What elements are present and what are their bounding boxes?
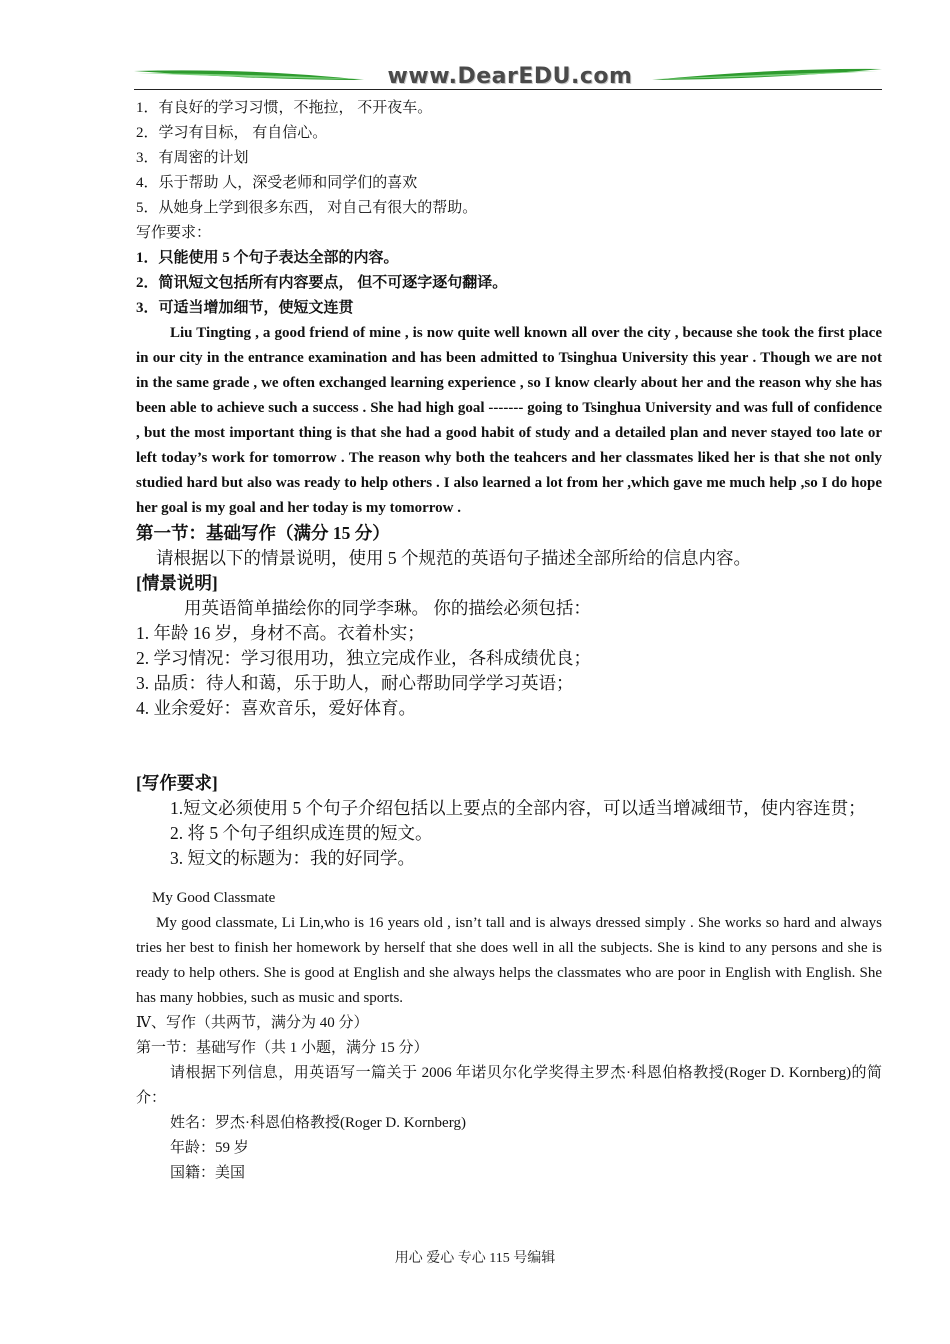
- list-item: 3．有周密的计划: [136, 150, 249, 166]
- spacer: [136, 871, 882, 886]
- sample-essay-liu-tingting: Liu Tingting , a good friend of mine , is now quite well known all over the city , because she took the first place in our city in the entrance examination and has been admitted to Tsinghua University this year . Though we are not in the same grade , we often exchanged learning experience , so I know clearly about her and the reason why she has been able to achieve such a success . She had high goal ------- going to Tsinghua University and was full of confidence , but the most important thing is that she had a good habit of study and a detailed plan and never stayed too late or left today’s work for tomorrow . The reason why both the teahcers and her classmates liked her is that she not only studied hard but also was ready to help others . I also learned a lot from her ,which gave me much help ,so I do hope her goal is my goal and her today is my tomorrow .: [136, 325, 882, 516]
- section-title: 第一节：基础写作（满分 15 分）: [136, 523, 390, 543]
- requirement-item: 2．简讯短文包括所有内容要点， 但不可逐字逐句翻译。: [136, 275, 508, 291]
- writing-requirement-item: 1.短文必须使用 5 个句子介绍包括以上要点的全部内容，可以适当增减细节，使内容连贯；: [170, 798, 866, 818]
- list-item: 2．学习有目标， 有自信心。: [136, 125, 328, 141]
- fact-item: 姓名：罗杰·科恩伯格教授(Roger D. Kornberg): [170, 1115, 466, 1131]
- part-title: Ⅳ、写作（共两节，满分为 40 分）: [136, 1015, 369, 1031]
- scene-item: 3. 品质：待人和蔼，乐于助人，耐心帮助同学学习英语；: [136, 673, 574, 693]
- writing-requirement-item: 2. 将 5 个句子组织成连贯的短文。: [170, 823, 433, 843]
- section-instruction: 请根据以下的情景说明，使用 5 个规范的英语句子描述全部所给的信息内容。: [156, 548, 751, 568]
- list-item: 4．乐于帮助 人，深受老师和同学们的喜欢: [136, 175, 418, 191]
- spacer: [136, 721, 882, 771]
- writing-requirement-item: 3. 短文的标题为：我的好同学。: [170, 848, 415, 868]
- scene-item: 4. 业余爱好：喜欢音乐，爱好体育。: [136, 698, 416, 718]
- requirement-item: 1．只能使用 5 个句子表达全部的内容。: [136, 250, 399, 266]
- scene-item: 1. 年龄 16 岁，身材不高。衣着朴实；: [136, 623, 425, 643]
- site-logo-text: www.DearEDU.com: [387, 64, 633, 89]
- fact-item: 国籍：美国: [170, 1165, 246, 1181]
- sample-essay-li-lin: My good classmate, Li Lin,who is 16 years old , isn’t tall and is always dressed simply . She works so hard and always tries her best to finish her homework by herself that she does well in all the subjects. She is kind to any persons and she is ready to help others. She is good at English and she always helps the classmates who are poor in English with English. She has many hobbies, such as music and sports.: [136, 915, 882, 1006]
- writing-requirements-heading: [写作要求]: [136, 773, 218, 793]
- document-body: [136, 96, 882, 1186]
- page-footer: 用心 爱心 专心 115 号编辑: [394, 1251, 556, 1266]
- page-header: [134, 62, 882, 92]
- section-instruction: 请根据下列信息，用英语写一篇关于 2006 年诺贝尔化学奖得主罗杰·科恩伯格教授(Roger D. Kornberg)的简介：: [136, 1065, 882, 1106]
- header-rule: [134, 89, 882, 90]
- requirements-heading: 写作要求：: [136, 225, 212, 241]
- scene-intro: 用英语简单描绘你的同学李琳。 你的描绘必须包括：: [184, 598, 591, 618]
- list-item: 5．从她身上学到很多东西， 对自己有很大的帮助。: [136, 200, 478, 216]
- scene-item: 2. 学习情况：学习很用功，独立完成作业，各科成绩优良；: [136, 648, 591, 668]
- fact-item: 年龄：59 岁: [170, 1140, 249, 1156]
- list-item: 1．有良好的学习习惯，不拖拉， 不开夜车。: [136, 100, 433, 116]
- scene-heading: [情景说明]: [136, 573, 218, 593]
- essay-title: My Good Classmate: [152, 890, 276, 906]
- requirement-item: 3．可适当增加细节，使短文连贯: [136, 300, 354, 316]
- section-title: 第一节：基础写作（共 1 小题，满分 15 分）: [136, 1040, 429, 1056]
